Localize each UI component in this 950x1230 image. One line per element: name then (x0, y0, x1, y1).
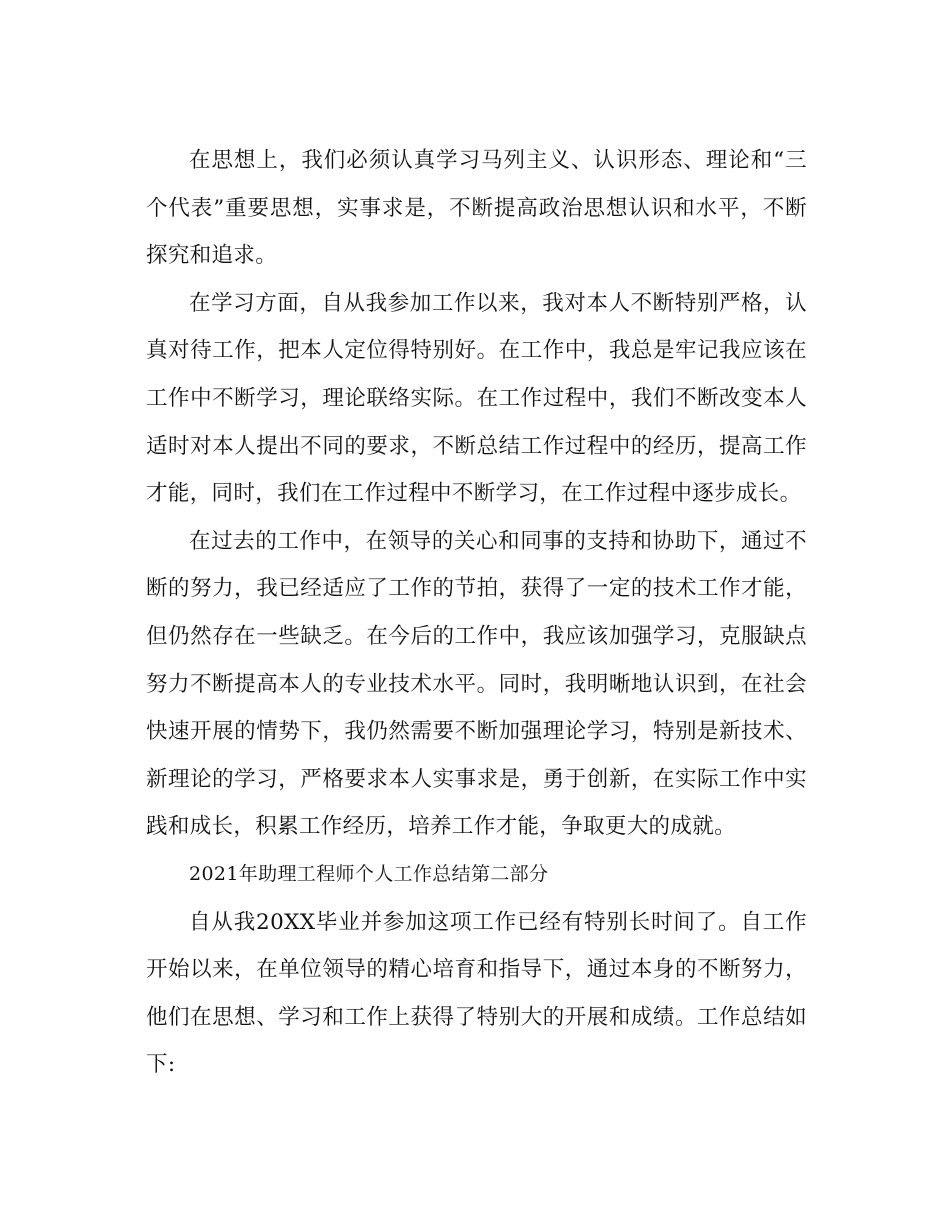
paragraph-ideology: 在思想上，我们必须认真学习马列主义、认识形态、理论和“三个代表”重要思想，实事求是，不断提高政治思想认识和水平，不断探究和追求。 (146, 148, 807, 269)
paragraph-past-work: 在过去的工作中，在领导的关心和同事的支持和协助下，通过不断的努力，我已经适应了工作的节拍，获得了一定的技术工作才能，但仍然存在一些缺乏。在今后的工作中，我应该加强学习，克服缺点努力不断提高本人的专业技术水平。同时，我明晰地认识到，在社会快速开展的情势下，我仍然需要不断加强理论学习，特别是新技术、新理论的学习，严格要求本人实事求是，勇于创新，在实际工作中实践和成长，积累工作经历，培养工作才能，争取更大的成就。 (146, 528, 807, 840)
section-heading: 2021年助理工程师个人工作总结第二部分 (189, 862, 549, 885)
paragraph-intro-part-two: 自从我20XX毕业并参加这项工作已经有特别长时间了。自工作开始以来，在单位领导的精心培育和指导下，通过本身的不断努力，他们在思想、学习和工作上获得了特别大的开展和成绩。工作总结如下: (146, 909, 807, 1078)
paragraph-study: 在学习方面，自从我参加工作以来，我对本人不断特别严格，认真对待工作，把本人定位得特别好。在工作中，我总是牢记我应该在工作中不断学习，理论联络实际。在工作过程中，我们不断改变本人适时对本人提出不同的要求，不断总结工作过程中的经历，提高工作才能，同时，我们在工作过程中不断学习，在工作过程中逐步成长。 (146, 290, 807, 507)
